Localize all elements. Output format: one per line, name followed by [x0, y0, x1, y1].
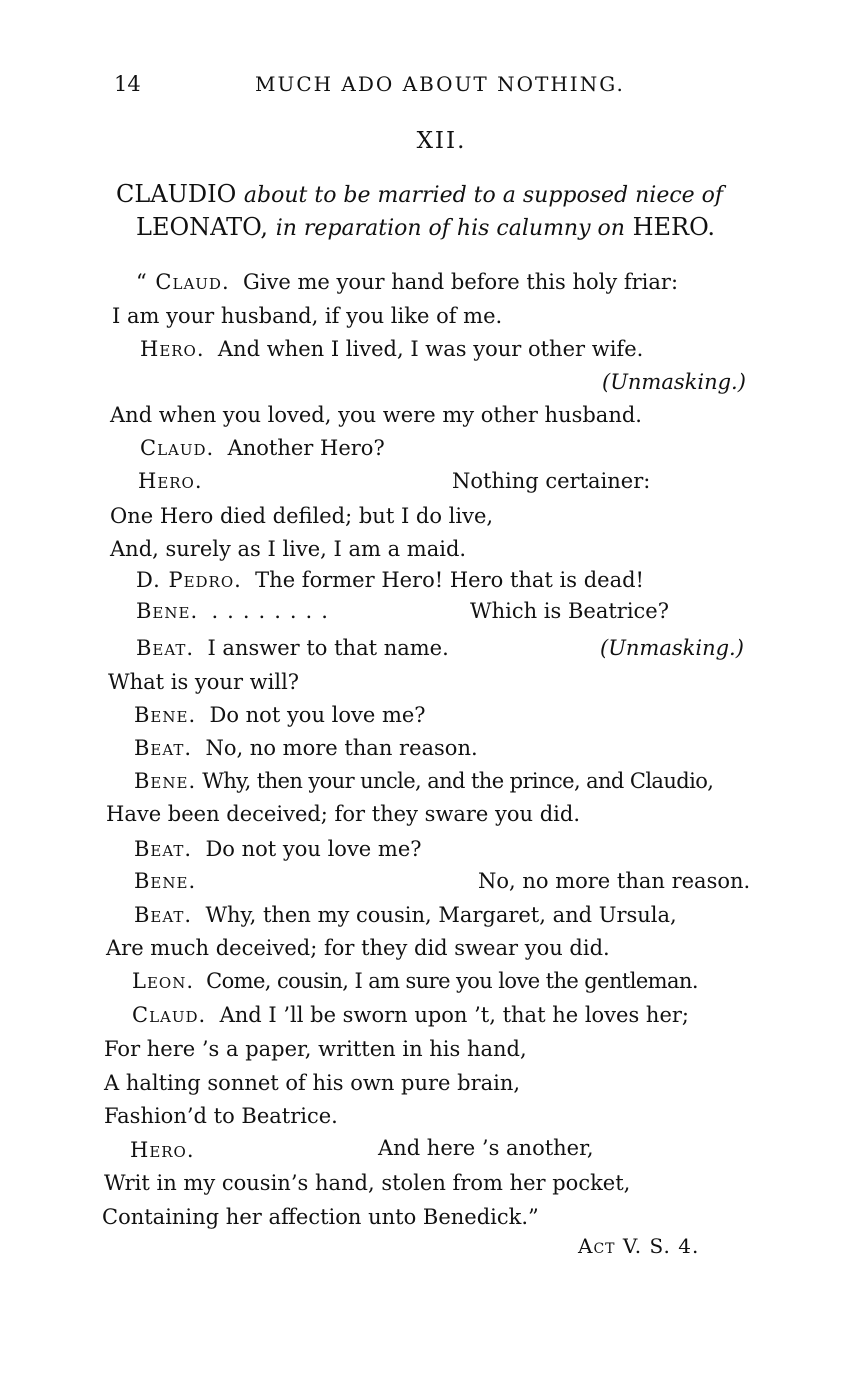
speaker-name: Claud.	[132, 1003, 207, 1027]
heading-description-1: about to be married to a supposed niece of	[243, 183, 724, 208]
speaker-name: Bene.	[134, 703, 197, 727]
verse-line	[102, 1203, 539, 1231]
section-numeral: XII.	[416, 128, 467, 154]
speaker-name: Bene.	[136, 599, 199, 623]
running-title: MUCH ADO ABOUT NOTHING.	[255, 72, 625, 96]
verse-line	[104, 1069, 520, 1097]
section-heading-line-1	[116, 180, 723, 208]
speaker-name: D. Pedro.	[136, 568, 242, 592]
verse-line	[136, 268, 678, 296]
verse-line	[106, 934, 610, 962]
speech-text: No, no more than reason.	[205, 736, 478, 760]
speech-text: Nothing certainer:	[452, 469, 651, 493]
speech-text: And, surely as I live, I am a maid.	[110, 537, 467, 561]
verse-line	[136, 634, 449, 662]
verse-line	[132, 1001, 689, 1029]
speaker-name: Claud.	[140, 436, 215, 460]
heading-name-leonato: LEONATO,	[136, 213, 269, 241]
verse-line	[106, 800, 580, 828]
speaker-name: Beat.	[134, 903, 193, 927]
page-number: 14	[114, 72, 141, 96]
speaker-name: Bene.	[134, 769, 197, 793]
heading-name-claudio: CLAUDIO	[116, 180, 237, 208]
verse-line	[134, 734, 478, 762]
speech-text: I answer to that name.	[207, 636, 449, 660]
verse-line	[138, 467, 203, 495]
speech-text: Why, then my cousin, Margaret, and Ursula,	[205, 903, 677, 927]
verse-line	[108, 668, 299, 696]
speech-text: Do not you love me?	[205, 837, 422, 861]
speech-text: What is your will?	[108, 670, 300, 694]
verse-line	[110, 401, 642, 429]
speech-text: No, no more than reason.	[478, 869, 751, 893]
verse-line	[104, 1035, 527, 1063]
speech-text: Why, then your uncle, and the prince, and Claudio,	[202, 769, 714, 793]
speaker-name: Hero.	[140, 337, 205, 361]
speech-text: A halting sonnet of his own pure brain,	[104, 1071, 521, 1095]
stage-direction: (Unmasking.)	[602, 370, 746, 394]
speech-text: Fashion’d to Beatrice.	[104, 1104, 338, 1128]
stage-direction: (Unmasking.)	[600, 636, 744, 660]
speech-text: And I ’ll be sworn upon ’t, that he loves her;	[219, 1003, 689, 1027]
verse-line	[134, 867, 196, 895]
speech-text: Do not you love me?	[209, 703, 426, 727]
ellipsis-dots: ........	[211, 599, 337, 623]
act-scene-citation: Act V. S. 4.	[578, 1234, 700, 1258]
verse-line-continuation	[452, 467, 650, 495]
section-heading-line-2	[136, 213, 715, 241]
verse-line	[110, 502, 493, 530]
verse-line	[136, 566, 644, 594]
heading-name-hero: HERO.	[632, 213, 715, 241]
verse-line	[132, 967, 698, 995]
speech-text: Are much deceived; for they did swear you did.	[106, 936, 610, 960]
speech-text: Have been deceived; for they sware you did.	[106, 802, 581, 826]
verse-line	[136, 597, 337, 625]
verse-line	[140, 335, 643, 363]
verse-line	[104, 1102, 338, 1130]
verse-line-continuation	[478, 867, 750, 895]
speaker-name: Leon.	[132, 969, 194, 993]
speaker-name: Beat.	[134, 837, 193, 861]
speaker-name: Beat.	[136, 636, 195, 660]
verse-line	[134, 701, 426, 729]
speech-text: For here ’s a paper, written in his hand,	[104, 1037, 527, 1061]
verse-line	[130, 1136, 195, 1164]
verse-line	[104, 1169, 630, 1197]
verse-line	[110, 535, 466, 563]
verse-line	[134, 835, 422, 863]
speech-text: One Hero died defiled; but I do live,	[110, 504, 494, 528]
speech-text: Which is Beatrice?	[470, 599, 669, 623]
heading-description-2: in reparation of his calumny on	[275, 216, 625, 241]
speaker-name: “ Claud.	[136, 270, 230, 294]
speech-text: Come, cousin, I am sure you love the gentleman.	[206, 969, 698, 993]
speech-text: Give me your hand before this holy friar:	[242, 270, 679, 294]
speech-text: And here ’s another,	[378, 1136, 594, 1160]
speech-text: Containing her affection unto Benedick.”	[102, 1205, 539, 1229]
verse-line	[134, 901, 677, 929]
verse-line-continuation	[470, 597, 669, 625]
speech-text: The former Hero! Hero that is dead!	[255, 568, 644, 592]
speech-text: And when I lived, I was your other wife.	[217, 337, 644, 361]
verse-line	[134, 767, 713, 795]
verse-line	[112, 302, 502, 330]
verse-line	[140, 434, 385, 462]
speaker-name: Bene.	[134, 869, 197, 893]
speech-text: And when you loved, you were my other husband.	[110, 403, 642, 427]
speaker-name: Hero.	[130, 1138, 195, 1162]
speaker-name: Hero.	[138, 469, 203, 493]
speech-text: Another Hero?	[227, 436, 385, 460]
speech-text: I am your husband, if you like of me.	[112, 304, 503, 328]
verse-line-continuation	[378, 1134, 594, 1162]
speech-text: Writ in my cousin’s hand, stolen from her pocket,	[104, 1171, 631, 1195]
speaker-name: Beat.	[134, 736, 193, 760]
